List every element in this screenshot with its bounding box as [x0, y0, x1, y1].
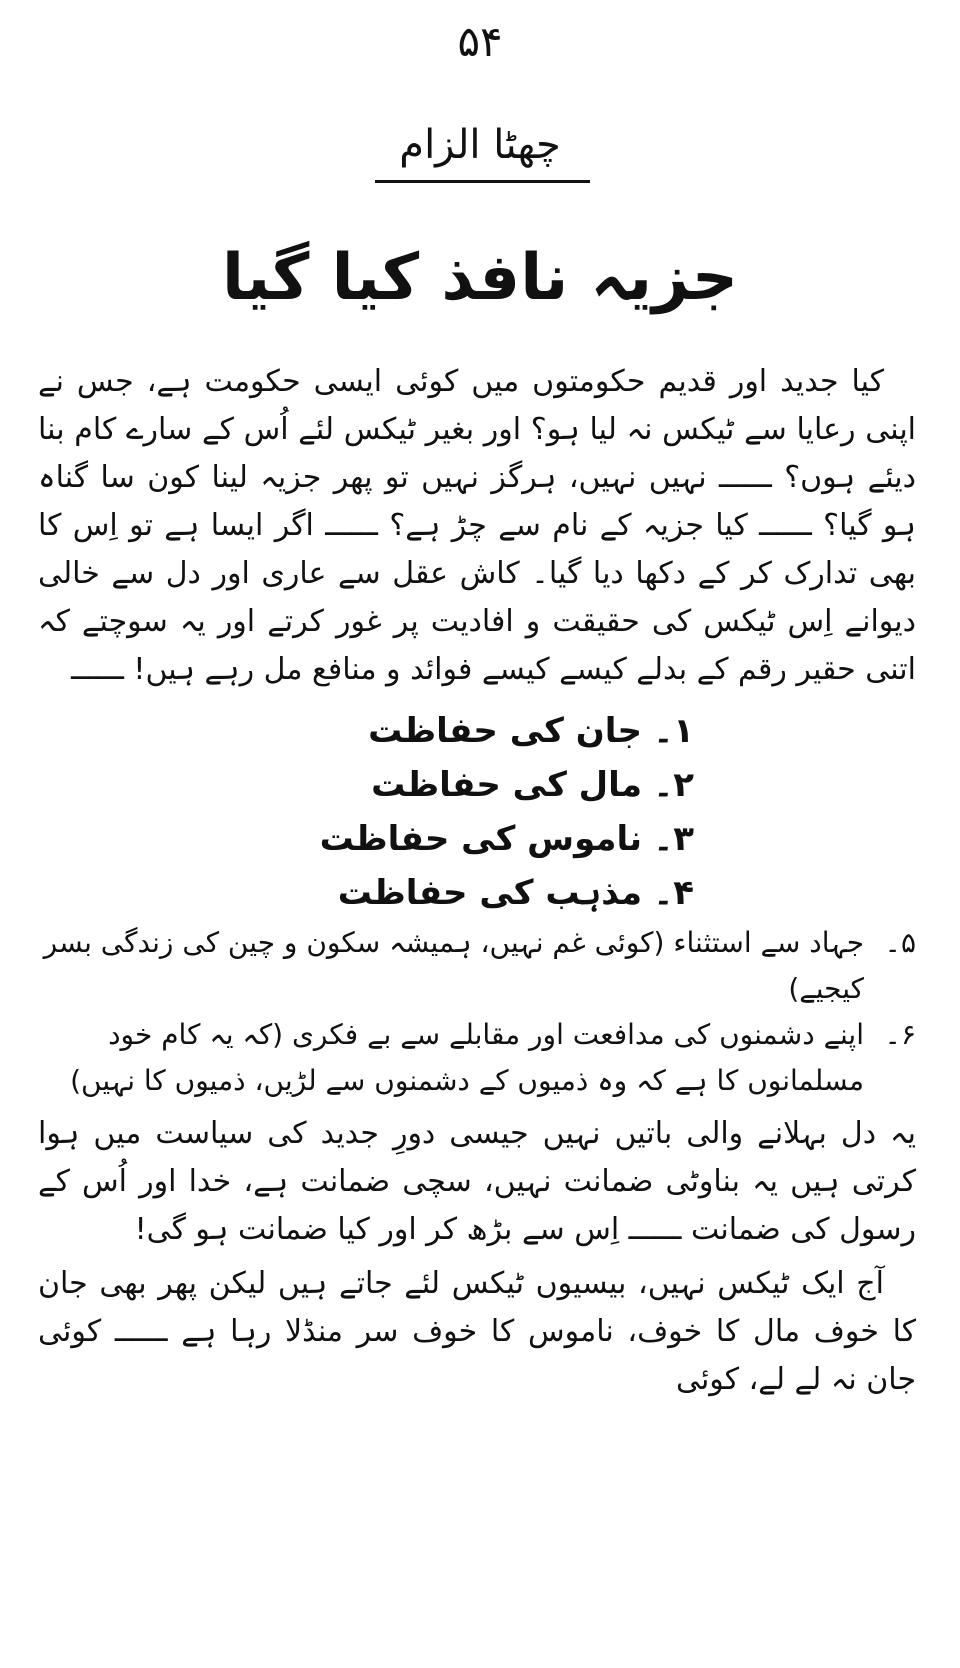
- list-number: ۳۔: [653, 819, 694, 859]
- list-item: [38, 704, 916, 758]
- list-item: [38, 812, 916, 866]
- list-number: ۶۔: [884, 1018, 916, 1051]
- page-title: جزیہ نافذ کیا گیا: [222, 241, 738, 315]
- list-text: ناموس کی حفاظت: [319, 819, 642, 859]
- list-text: اپنے دشمنوں کی مدافعت اور مقابلے سے بے فکری (کہ یہ کام خود مسلمانوں کا ہے کہ وہ ذمیوں کے دشمنوں سے لڑیں، ذمیوں کا نہیں): [70, 1018, 864, 1097]
- intro-paragraph: کیا جدید اور قدیم حکومتوں میں کوئی ایسی حکومت ہے، جس نے اپنی رعایا سے ٹیکس نہ لیا ہو؟ اور بغیر ٹیکس لئے اُس کے سارے کام بنا دیئے ہوں؟ ــــــ نہیں نہیں، ہرگز نہیں تو پھر جزیہ لینا کون سا گناہ ہو گیا؟ ــــــ کیا جزیہ کے نام سے چڑ ہے؟ ــــــ اگر ایسا ہے تو اِس کا بھی تدارک کر کے دکھا دیا گیا۔ کاش عقل سے عاری اور دل سے خالی دیوانے اِس ٹیکس کی حقیقت و افادیت پر غور کرتے اور یہ سوچتے کہ اتنی حقیر رقم کے بدلے کیسے کیسے فوائد و منافع مل رہے ہیں! ــــــ: [38, 364, 916, 687]
- chapter-underline: [375, 180, 590, 183]
- list-number: ۴۔: [653, 873, 694, 913]
- list-text: مذہب کی حفاظت: [337, 873, 642, 913]
- guarantee-paragraph: یہ دل بہلانے والی باتیں نہیں جیسی دورِ جدید کی سیاست میں ہوا کرتی ہیں یہ بناوٹی ضمانت نہیں، سچی ضمانت ہے، خدا اور اُس کے رسول کی ضمانت ــــــ اِس سے بڑھ کر اور کیا ضمانت ہو گی!: [38, 1116, 916, 1247]
- chapter-label: چھٹا الزام: [399, 122, 561, 168]
- list-number: ۱۔: [653, 711, 694, 751]
- list-number: ۵۔: [884, 926, 916, 959]
- page-number: ۵۴: [457, 17, 503, 66]
- list-number: ۲۔: [653, 765, 694, 805]
- benefits-list: [38, 704, 916, 1104]
- list-text: جہاد سے استثناء (کوئی غم نہیں، ہمیشہ سکون و چین کی زندگی بسر کیجیے): [43, 926, 864, 1005]
- list-item: [38, 1012, 916, 1104]
- closing-paragraph: آج ایک ٹیکس نہیں، بیسیوں ٹیکس لئے جاتے ہیں لیکن پھر بھی جان کا خوف مال کا خوف، ناموس کا خوف سر منڈلا رہا ہے ــــــ کوئی جان نہ لے لے، کوئی: [38, 1266, 916, 1397]
- list-item: [38, 866, 916, 920]
- list-text: مال کی حفاظت: [371, 765, 642, 805]
- list-item: [38, 920, 916, 1012]
- list-item: [38, 758, 916, 812]
- list-text: جان کی حفاظت: [368, 711, 642, 751]
- body-text: [38, 358, 916, 1404]
